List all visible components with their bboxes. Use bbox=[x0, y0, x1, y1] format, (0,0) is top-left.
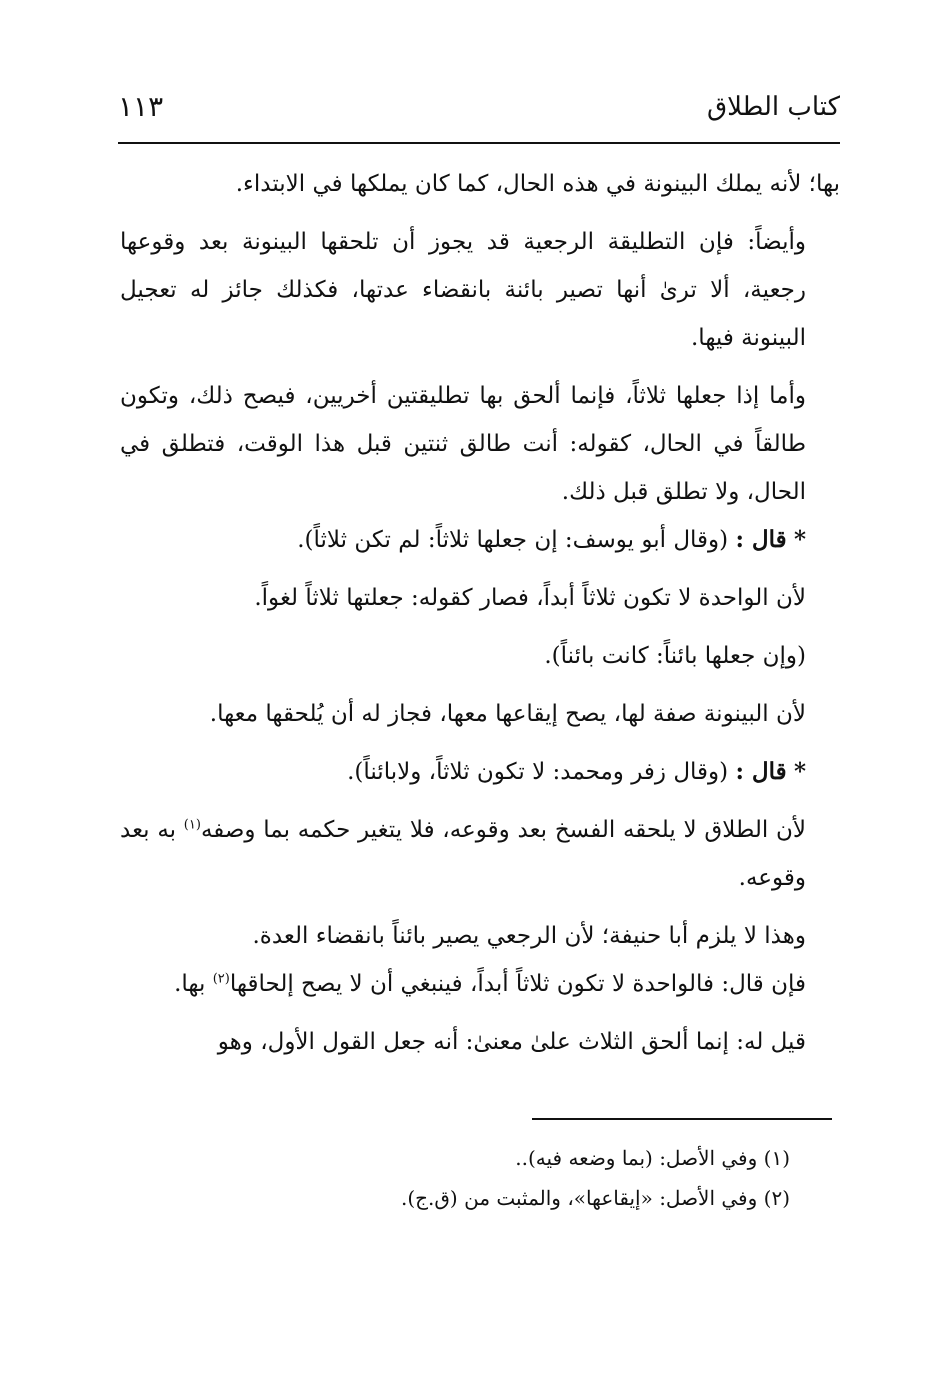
paragraph: لأن البينونة صفة لها، يصح إيقاعها معها، فجاز له أن يُلحقها معها. bbox=[209, 701, 806, 727]
paragraph-text: لأن الطلاق لا يلحقه الفسخ بعد وقوعه، فلا يتغير حكمه بما وصفه bbox=[200, 817, 806, 843]
header-divider bbox=[118, 142, 840, 144]
star-marker: * bbox=[793, 526, 806, 553]
paragraph-text: فإن قال: فالواحدة لا تكون ثلاثاً أبداً، فينبغي أن لا يصح إلحاقها bbox=[229, 971, 806, 997]
quote-text: (وقال أبو يوسف: إن جعلها ثلاثاً: لم تكن ثلاثاً). bbox=[297, 527, 729, 553]
paragraph: بها؛ لأنه يملك البينونة في هذه الحال، كما كان يملكها في الابتداء. bbox=[235, 171, 840, 197]
footnote-ref[interactable]: (١) bbox=[183, 817, 201, 833]
qawl-zufar bbox=[120, 748, 840, 796]
footnote: (١) وفي الأصل: (بما وضعه فيه).. bbox=[515, 1146, 790, 1170]
page-number: ١١٣ bbox=[118, 90, 164, 123]
paragraph-with-footnote bbox=[120, 806, 840, 902]
main-text bbox=[120, 160, 840, 1066]
paragraph: قيل له: إنما ألحق الثلاث علىٰ معنىٰ: أنه جعل القول الأول، وهو bbox=[217, 1029, 806, 1055]
paragraph: لأن الواحدة لا تكون ثلاثاً أبداً، فصار كقوله: جعلتها ثلاثاً لغواً. bbox=[254, 585, 806, 611]
running-title: كتاب الطلاق bbox=[706, 92, 840, 122]
page-header bbox=[118, 88, 840, 136]
paragraph: (وإن جعلها بائناً: كانت بائناً). bbox=[544, 643, 806, 669]
footnote-ref[interactable]: (٢) bbox=[212, 971, 230, 987]
paragraph-with-footnote bbox=[120, 960, 840, 1008]
paragraph: وأيضاً: فإن التطليقة الرجعية قد يجوز أن تلحقها البينونة بعد وقوعها رجعية، ألا ترىٰ أنها تصير بائنة بانقضاء عدتها، فكذلك جائز له تعجيل البينونة فيها. bbox=[120, 229, 806, 351]
qal-label: قال : bbox=[735, 758, 787, 785]
paragraph: وهذا لا يلزم أبا حنيفة؛ لأن الرجعي يصير بائناً بانقضاء العدة. bbox=[252, 923, 806, 949]
footnote-divider bbox=[532, 1118, 832, 1120]
qawl-abu-yusuf bbox=[120, 516, 840, 564]
footnote: (٢) وفي الأصل: «إيقاعها»، والمثبت من (ق.ج). bbox=[400, 1186, 790, 1210]
footnotes bbox=[120, 1138, 820, 1218]
paragraph-text: بها. bbox=[174, 971, 213, 997]
qal-label: قال : bbox=[735, 526, 787, 553]
paragraph-text: به بعد وقوعه. bbox=[120, 817, 806, 891]
quote-text: (وقال زفر ومحمد: لا تكون ثلاثاً، ولابائناً). bbox=[347, 759, 729, 785]
star-marker: * bbox=[793, 758, 806, 785]
paragraph: وأما إذا جعلها ثلاثاً، فإنما ألحق بها تطليقتين أخريين، فيصح ذلك، وتكون طالقاً في الحال، كقوله: أنت طالق ثنتين قبل هذا الوقت، فتطلق في الحال، ولا تطلق قبل ذلك. bbox=[120, 383, 806, 505]
